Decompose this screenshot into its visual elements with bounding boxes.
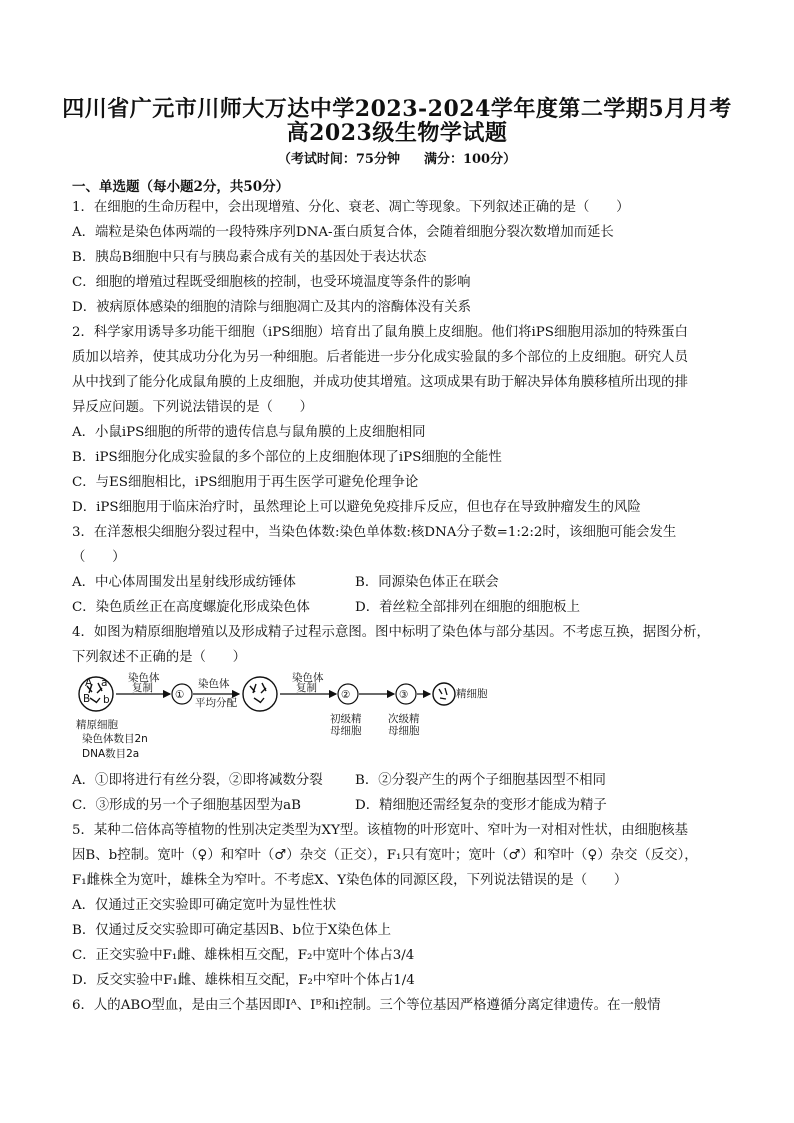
question-2-option-c: C．与ES细胞相比，iPS细胞用于再生医学可避免伦理争论 (72, 475, 419, 490)
question-3-option-c: C．染色质丝正在高度螺旋化形成染色体 (72, 600, 310, 615)
full-score: 满分：100分） (423, 152, 517, 167)
gene-label-b: b (103, 694, 110, 706)
spermatogenesis-diagram (72, 670, 732, 768)
question-5-line: F₁雌株全为宽叶，雄株全为窄叶。不考虑X、Y染色体的同源区段，下列说法错误的是（ ） (72, 873, 628, 888)
question-2-line: 从中找到了能分化成鼠角膜的上皮细胞，并成功使其增殖。这项成果有助于解决异体角膜移植所出现的排 (72, 375, 688, 390)
label-replicate2-bottom: 复制 (296, 682, 317, 694)
question-4-option-d: D．精细胞还需经复杂的变形才能成为精子 (355, 798, 607, 813)
node-2-label: ② (341, 689, 351, 701)
gene-label-B: B (83, 693, 91, 705)
sperm-cell (433, 683, 455, 705)
question-3-options-cd (72, 595, 732, 620)
label-replicate1-bottom: 复制 (132, 682, 153, 694)
exam-title-line1: 四川省广元市川师大万达中学2023-2024学年度第二学期5月月考 (62, 96, 732, 122)
question-3-option-d: D．着丝粒全部排列在细胞的细胞板上 (355, 600, 580, 615)
question-5-line: 因B、b控制。宽叶（♀）和窄叶（♂）杂交（正交），F₁只有宽叶；宽叶（♂）和窄叶（♀）杂交（反交）， (72, 848, 698, 863)
question-1-stem: 1．在细胞的生命历程中，会出现增殖、分化、衰老、凋亡等现象。下列叙述正确的是（ ） (72, 200, 630, 215)
question-3-options-ab (72, 570, 732, 595)
questions (72, 195, 732, 1018)
question-5-option-c: C．正交实验中F₁雌、雄株相互交配，F₂中宽叶个体占3/4 (72, 948, 415, 963)
question-2-line: 2．科学家用诱导多功能干细胞（iPS细胞）培育出了鼠角膜上皮细胞。他们将iPS细胞用添加的特殊蛋白 (72, 325, 688, 340)
label-replicate1-top: 染色体 (128, 672, 160, 684)
primary-spermatocyte-line2: 母细胞 (330, 725, 362, 737)
question-5-option-a: A．仅通过正交实验即可确定宽叶为显性性状 (72, 898, 337, 913)
question-1-option-c: C．细胞的增殖过程既受细胞核的控制，也受环境温度等条件的影响 (72, 275, 471, 290)
gene-label-A: A (85, 677, 93, 689)
node-1-label: ① (175, 689, 185, 701)
question-4-options-ab (72, 768, 732, 793)
secondary-spermatocyte-line2: 母细胞 (388, 725, 420, 737)
question-1-option-d: D．被病原体感染的细胞的清除与细胞凋亡及其内的溶酶体没有关系 (72, 300, 472, 315)
question-3-option-a: A．中心体周围发出星射线形成纺锤体 (72, 575, 296, 590)
question-4-option-a: A．①即将进行有丝分裂，②即将减数分裂 (72, 773, 323, 788)
question-5-option-b: B．仅通过反交实验即可确定基因B、b位于X染色体上 (72, 923, 391, 938)
question-2-option-d: D．iPS细胞用于临床治疗时，虽然理论上可以避免免疫排斥反应，但也存在导致肿瘤发生的风险 (72, 500, 641, 515)
question-3-line: （ ） (72, 550, 126, 565)
question-4-option-b: B．②分裂产生的两个子细胞基因型不相同 (355, 773, 606, 788)
question-1-option-b: B．胰岛B细胞中只有与胰岛素合成有关的基因处于表达状态 (72, 250, 427, 265)
exam-time: （考试时间：75分钟 (277, 152, 400, 167)
question-5-option-d: D．反交实验中F₁雌、雄株相互交配，F₂中窄叶个体占1/4 (72, 973, 415, 988)
daughter-cell (243, 677, 277, 711)
question-4-line: 下列叙述不正确的是（ ） (72, 650, 247, 665)
primary-spermatocyte-line1: 初级精 (330, 713, 362, 725)
spermatogonium-label: 精原细胞 (76, 719, 118, 731)
question-3-line: 3．在洋葱根尖细胞分裂过程中，当染色体数:染色单体数:核DNA分子数=1:2:2时，该细胞可能会发生 (72, 525, 677, 540)
spermatogonium-cell (79, 677, 113, 711)
gene-label-a: a (101, 677, 108, 689)
question-4-option-c: C．③形成的另一个子细胞基因型为aB (72, 798, 301, 813)
question-1-option-a: A．端粒是染色体两端的一段特殊序列DNA-蛋白质复合体，会随着细胞分裂次数增加而延长 (72, 225, 614, 240)
dna-count-label: DNA数目2a (82, 748, 140, 760)
label-replicate2-top: 染色体 (292, 672, 324, 684)
question-4-options-cd (72, 793, 732, 818)
spermatogenesis-figure (74, 670, 488, 768)
question-5-line: 5．某种二倍体高等植物的性别决定类型为XY型。该植物的叶形宽叶、窄叶为一对相对性状，由细胞核基 (72, 823, 689, 838)
exam-title-line2: 高2023级生物学试题 (286, 120, 508, 146)
question-2-option-b: B．iPS细胞分化成实验鼠的多个部位的上皮细胞体现了iPS细胞的全能性 (72, 450, 502, 465)
section-heading: 一、单选题（每小题2分，共50分） (72, 179, 290, 195)
question-3-option-b: B．同源染色体正在联会 (355, 575, 499, 590)
node-3-label: ③ (399, 689, 409, 701)
secondary-spermatocyte-line1: 次级精 (388, 713, 420, 725)
question-2-line: 质加以培养，使其成功分化为另一种细胞。后者能进一步分化成实验鼠的多个部位的上皮细胞。研究人员 (72, 350, 688, 365)
label-divide-bottom: 平均分配 (195, 697, 237, 709)
question-4-line: 4．如图为精原细胞增殖以及形成精子过程示意图。图中标明了染色体与部分基因。不考虑互换，据图分析， (72, 625, 710, 640)
exam-info (0, 148, 794, 167)
question-2-option-a: A．小鼠iPS细胞的所带的遗传信息与鼠角膜的上皮细胞相同 (72, 425, 426, 440)
question-6-line: 6．人的ABO型血，是由三个基因即Iᴬ、Iᴮ和i控制。三个等位基因严格遵循分离定律遗传。在一般情 (72, 998, 661, 1013)
chromosome-count-label: 染色体数目2n (82, 733, 148, 745)
label-divide-top: 染色体 (198, 678, 230, 690)
question-2-line: 异反应问题。下列说法错误的是（ ） (72, 400, 314, 415)
sperm-cell-label: 精细胞 (456, 688, 488, 700)
